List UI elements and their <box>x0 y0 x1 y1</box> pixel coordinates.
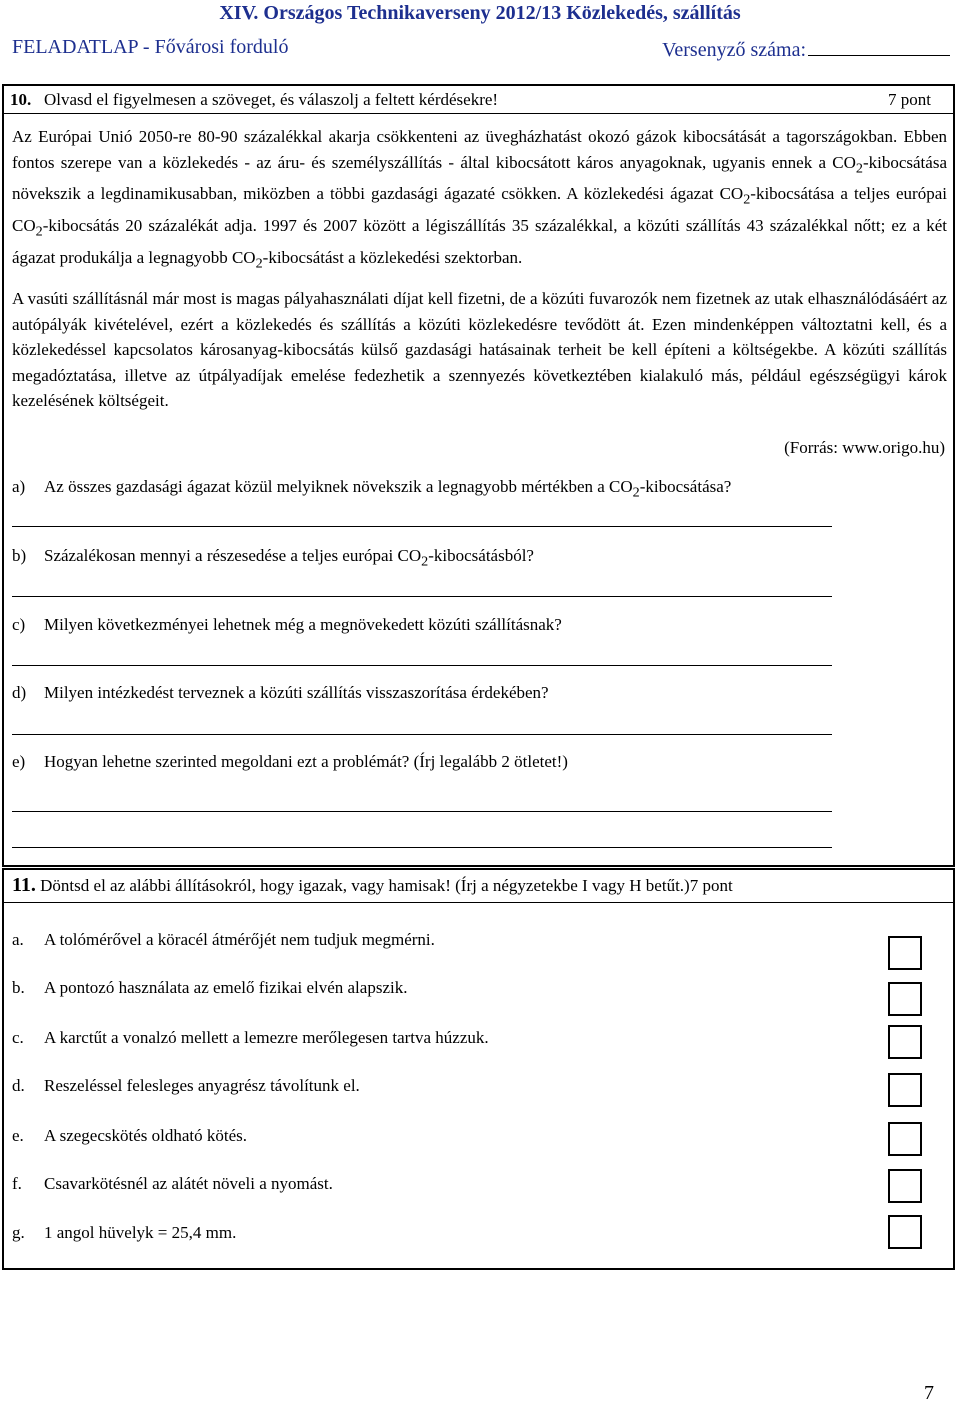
answer-box-a[interactable] <box>888 936 922 970</box>
answer-box-d[interactable] <box>888 1073 922 1107</box>
task-10-instruction: Olvasd el figyelmesen a szöveget, és válaszolj a feltett kérdésekre! <box>44 90 499 109</box>
task-11-number: 11. <box>12 874 36 896</box>
article-paragraph-1: Az Európai Unió 2050-re 80-90 százalékkal akarja csökkenteni az üvegházhatást okozó gázok kibocsátását a tagországokban. Ebben fontos szerepe van a közlekedés - az áru- és személyszállítás - által kibocsátott káros anyagoknak, ugyanis ennek a $CO_2$-kibocsátása növekszik a legdinamikusabban, miközben a többi gazdasági ágazaté csökken. A közlekedési ágazat $CO_2$-kibocsátása a teljes európai $CO_2$-kibocsátás 20 százalékát adja. 1997 és 2007 között a légiszállítás 35 százalékkal, a közúti szállítás 43 százalékkal nőtt; ez a két ágazat produkálja a legnagyobb $CO_2$-kibocsátást a közlekedési szektorban. <box>12 127 947 272</box>
question-a: a) Az összes gazdasági ágazat közül melyiknek növekszik a legnagyobb mértékben a $CO_2$-kibocsátása? <box>12 477 732 501</box>
page-number: 7 <box>924 1382 934 1404</box>
statement-b: b. A pontozó használata az emelő fizikai elvén alapszik. <box>12 978 408 997</box>
answer-box-e[interactable] <box>888 1122 922 1156</box>
answer-line-e-1[interactable] <box>12 811 832 812</box>
competition-title: XIV. Országos Technikaverseny 2012/13 Közlekedés, szállítás <box>219 2 741 24</box>
task-10-header <box>4 86 953 114</box>
statement-e: e. A szegecskötés oldható kötés. <box>12 1126 248 1145</box>
question-d: d) Milyen intézkedést terveznek a közúti szállítás visszaszorítása érdekében? <box>12 683 549 702</box>
task-11-instruction: Döntsd el az alábbi állításokról, hogy igazak, vagy hamisak! (Írj a négyzetekbe I vagy H betűt.) <box>40 876 690 895</box>
task-11-header <box>4 870 953 903</box>
answer-box-g[interactable] <box>888 1215 922 1249</box>
statement-g: g. 1 angol hüvelyk = 25,4 mm. <box>12 1223 237 1242</box>
header-line <box>12 36 950 62</box>
answer-box-f[interactable] <box>888 1169 922 1203</box>
answer-line-e-2[interactable] <box>12 847 832 848</box>
source-citation: (Forrás: www.origo.hu) <box>784 438 945 457</box>
task-10-number: 10. <box>10 90 32 109</box>
statement-d: d. Reszeléssel felesleges anyagrész távolítunk el. <box>12 1076 360 1095</box>
answer-box-b[interactable] <box>888 982 922 1016</box>
statement-f: f. Csavarkötésnél az alátét növeli a nyomást. <box>12 1174 333 1193</box>
answer-line-b[interactable] <box>12 596 832 597</box>
competitor-number <box>662 36 950 62</box>
statement-a: a. A tolómérővel a köracél átmérőjét nem tudjuk megmérni. <box>12 930 435 949</box>
task-11-points: 7 pont <box>689 876 733 895</box>
task-11-box <box>2 868 955 1270</box>
task-10-points: 7 pont <box>888 90 931 109</box>
question-c: c) Milyen következményei lehetnek még a megnövekedett közúti szállításnak? <box>12 615 562 634</box>
answer-line-a[interactable] <box>12 526 832 527</box>
competitor-number-field[interactable] <box>808 36 950 56</box>
question-e: e) Hogyan lehetne szerinted megoldani ezt a problémát? (Írj legalább 2 ötletet!) <box>12 752 568 771</box>
task-10-box <box>2 84 955 867</box>
article-paragraph-2: A vasúti szállításnál már most is magas pályahasználati díjat kell fizetni, de a közúti fuvarozók nem fizetnek az utak elhasználódásáért az autópályák kivételével, ezért a közlekedés és szállítás a közúti közlekedésre tevődött át. Ezen mindenképpen változtatni kell, és a közlekedéssel kapcsolatos károsanyag-kibocsátás külső gazdasági hatásainak terheit be kell építeni a költségekbe. A közúti szállítás megadóztatása, illetve az útpályadíjak emelése fedezhetik a szennyezés következtében kialakuló más, például egészségügyi károk kezelésének költségeit. <box>12 289 947 410</box>
answer-line-d[interactable] <box>12 734 832 735</box>
statement-c: c. A karctűt a vonalzó mellett a lemezre merőlegesen tartva húzzuk. <box>12 1028 489 1047</box>
worksheet-subtitle: FELADATLAP - Fővárosi forduló <box>12 36 289 58</box>
answer-box-c[interactable] <box>888 1025 922 1059</box>
answer-line-c[interactable] <box>12 665 832 666</box>
competitor-number-label: Versenyző száma: <box>662 39 806 61</box>
question-b: b) Százalékosan mennyi a részesedése a teljes európai $CO_2$-kibocsátásból? <box>12 546 534 570</box>
